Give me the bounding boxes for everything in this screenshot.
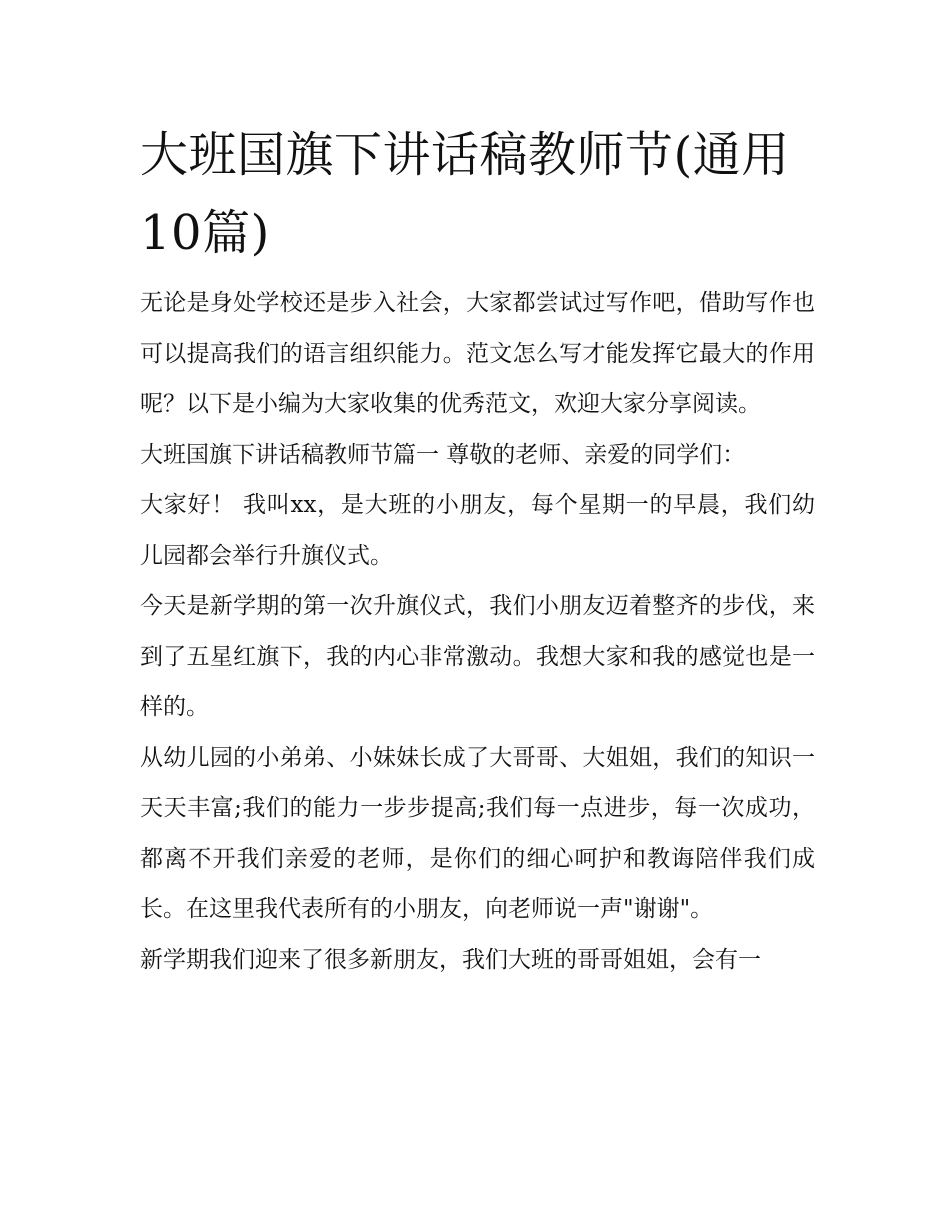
document-page <box>140 116 815 985</box>
greeting-paragraph: 大家好！ 我叫xx，是大班的小朋友，每个星期一的早晨，我们幼儿园都会举行升旗仪式。 <box>140 492 815 569</box>
document-title: 大班国旗下讲话稿教师节(通用10篇) <box>140 127 790 261</box>
section-heading-paragraph: 大班国旗下讲话稿教师节篇一 尊敬的老师、亲爱的同学们： <box>140 441 746 468</box>
body-paragraph: 新学期我们迎来了很多新朋友，我们大班的哥哥姐姐，会有一 <box>140 946 761 973</box>
body-paragraph: 今天是新学期的第一次升旗仪式，我们小朋友迈着整齐的步伐，来到了五星红旗下，我的内心非常激动。我想大家和我的感觉也是一样的。 <box>140 593 815 720</box>
intro-paragraph: 无论是身处学校还是步入社会，大家都尝试过写作吧，借助写作也可以提高我们的语言组织能力。范文怎么写才能发挥它最大的作用呢？以下是小编为大家收集的优秀范文，欢迎大家分享阅读。 <box>140 290 815 417</box>
body-paragraph: 从幼儿园的小弟弟、小妹妹长成了大哥哥、大姐姐，我们的知识一天天丰富;我们的能力一步步提高;我们每一点进步，每一次成功，都离不开我们亲爱的老师，是你们的细心呵护和教诲陪伴我们成长。在这里我代表所有的小朋友，向老师说一声"谢谢"。 <box>140 744 815 922</box>
